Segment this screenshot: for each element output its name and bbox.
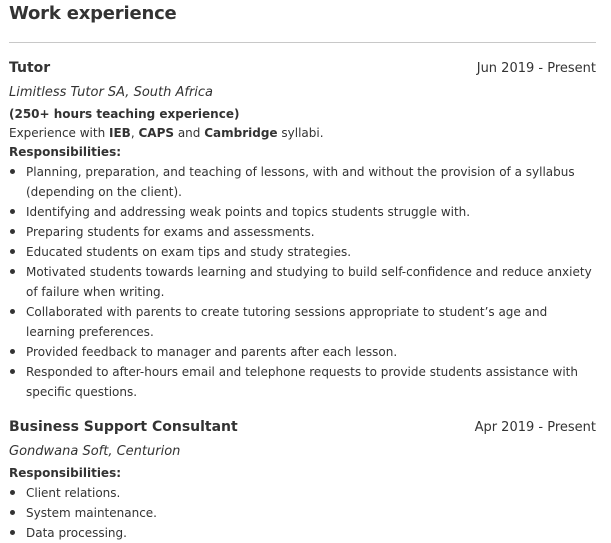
list-item — [9, 162, 596, 202]
syllabi-experience — [9, 124, 596, 143]
bullet-icon — [10, 490, 15, 495]
job-header — [9, 419, 596, 441]
list-item-text: Client relations. — [26, 486, 121, 500]
list-item — [9, 523, 596, 543]
bullet-icon — [10, 169, 15, 174]
list-item-text: Provided feedback to manager and parents after each lesson. — [26, 345, 398, 359]
list-item-text: Preparing students for exams and assessments. — [26, 225, 315, 239]
bullet-icon — [10, 209, 15, 214]
list-item-text: Educated students on exam tips and study strategies. — [26, 245, 352, 259]
list-item — [9, 503, 596, 523]
bullet-icon — [10, 269, 15, 274]
syllabi-sep: and — [174, 126, 205, 140]
syllabi-suffix: syllabi. — [277, 126, 324, 140]
list-item-text: Identifying and addressing weak points and topics students struggle with. — [26, 205, 471, 219]
list-item — [9, 242, 596, 262]
list-item — [9, 342, 596, 362]
list-item — [9, 202, 596, 222]
syllabi-prefix: Experience with — [9, 126, 110, 140]
list-item-text: Responded to after-hours email and telephone requests to provide students assistance with specific questions. — [26, 365, 578, 399]
list-item — [9, 302, 596, 342]
job-dates: Apr 2019 - Present — [474, 420, 596, 435]
job-entry-business-support-consultant — [9, 419, 596, 543]
bullet-icon — [10, 309, 15, 314]
responsibilities-label: Responsibilities: — [9, 145, 122, 159]
job-title: Business Support Consultant — [9, 419, 238, 435]
list-item-text: Motivated students towards learning and studying to build self-confidence and reduce anxiety of failure when writing. — [26, 265, 592, 299]
list-item — [9, 222, 596, 242]
syllabi-sep: , — [130, 126, 139, 140]
job-title: Tutor — [9, 60, 51, 76]
responsibilities-label: Responsibilities: — [9, 466, 122, 480]
bullet-icon — [10, 369, 15, 374]
responsibilities-list — [9, 483, 596, 543]
syllabus-cambridge: Cambridge — [204, 126, 278, 140]
section-title: Work experience — [9, 3, 177, 24]
list-item-text: Collaborated with parents to create tutoring sessions appropriate to student’s age and learning preferences. — [26, 305, 548, 339]
list-item — [9, 362, 596, 402]
bullet-icon — [10, 349, 15, 354]
company-name: Limitless Tutor SA, South Africa — [9, 85, 214, 100]
list-item-text: System maintenance. — [26, 506, 157, 520]
responsibilities-list — [9, 162, 596, 402]
bullet-icon — [10, 229, 15, 234]
list-item — [9, 262, 596, 302]
company-name: Gondwana Soft, Centurion — [9, 444, 181, 459]
bullet-icon — [10, 249, 15, 254]
hours-note: (250+ hours teaching experience) — [9, 107, 240, 121]
job-header — [9, 60, 596, 82]
job-entry-tutor — [9, 60, 596, 402]
syllabus-ieb: IEB — [109, 126, 131, 140]
list-item-text: Data processing. — [26, 526, 127, 540]
syllabus-caps: CAPS — [138, 126, 174, 140]
job-dates: Jun 2019 - Present — [476, 61, 596, 76]
list-item — [9, 483, 596, 503]
list-item-text: Planning, preparation, and teaching of lessons, with and without the provision of a syllabus (depending on the client). — [26, 165, 575, 199]
bullet-icon — [10, 510, 15, 515]
bullet-icon — [10, 530, 15, 535]
section-divider — [9, 42, 596, 43]
